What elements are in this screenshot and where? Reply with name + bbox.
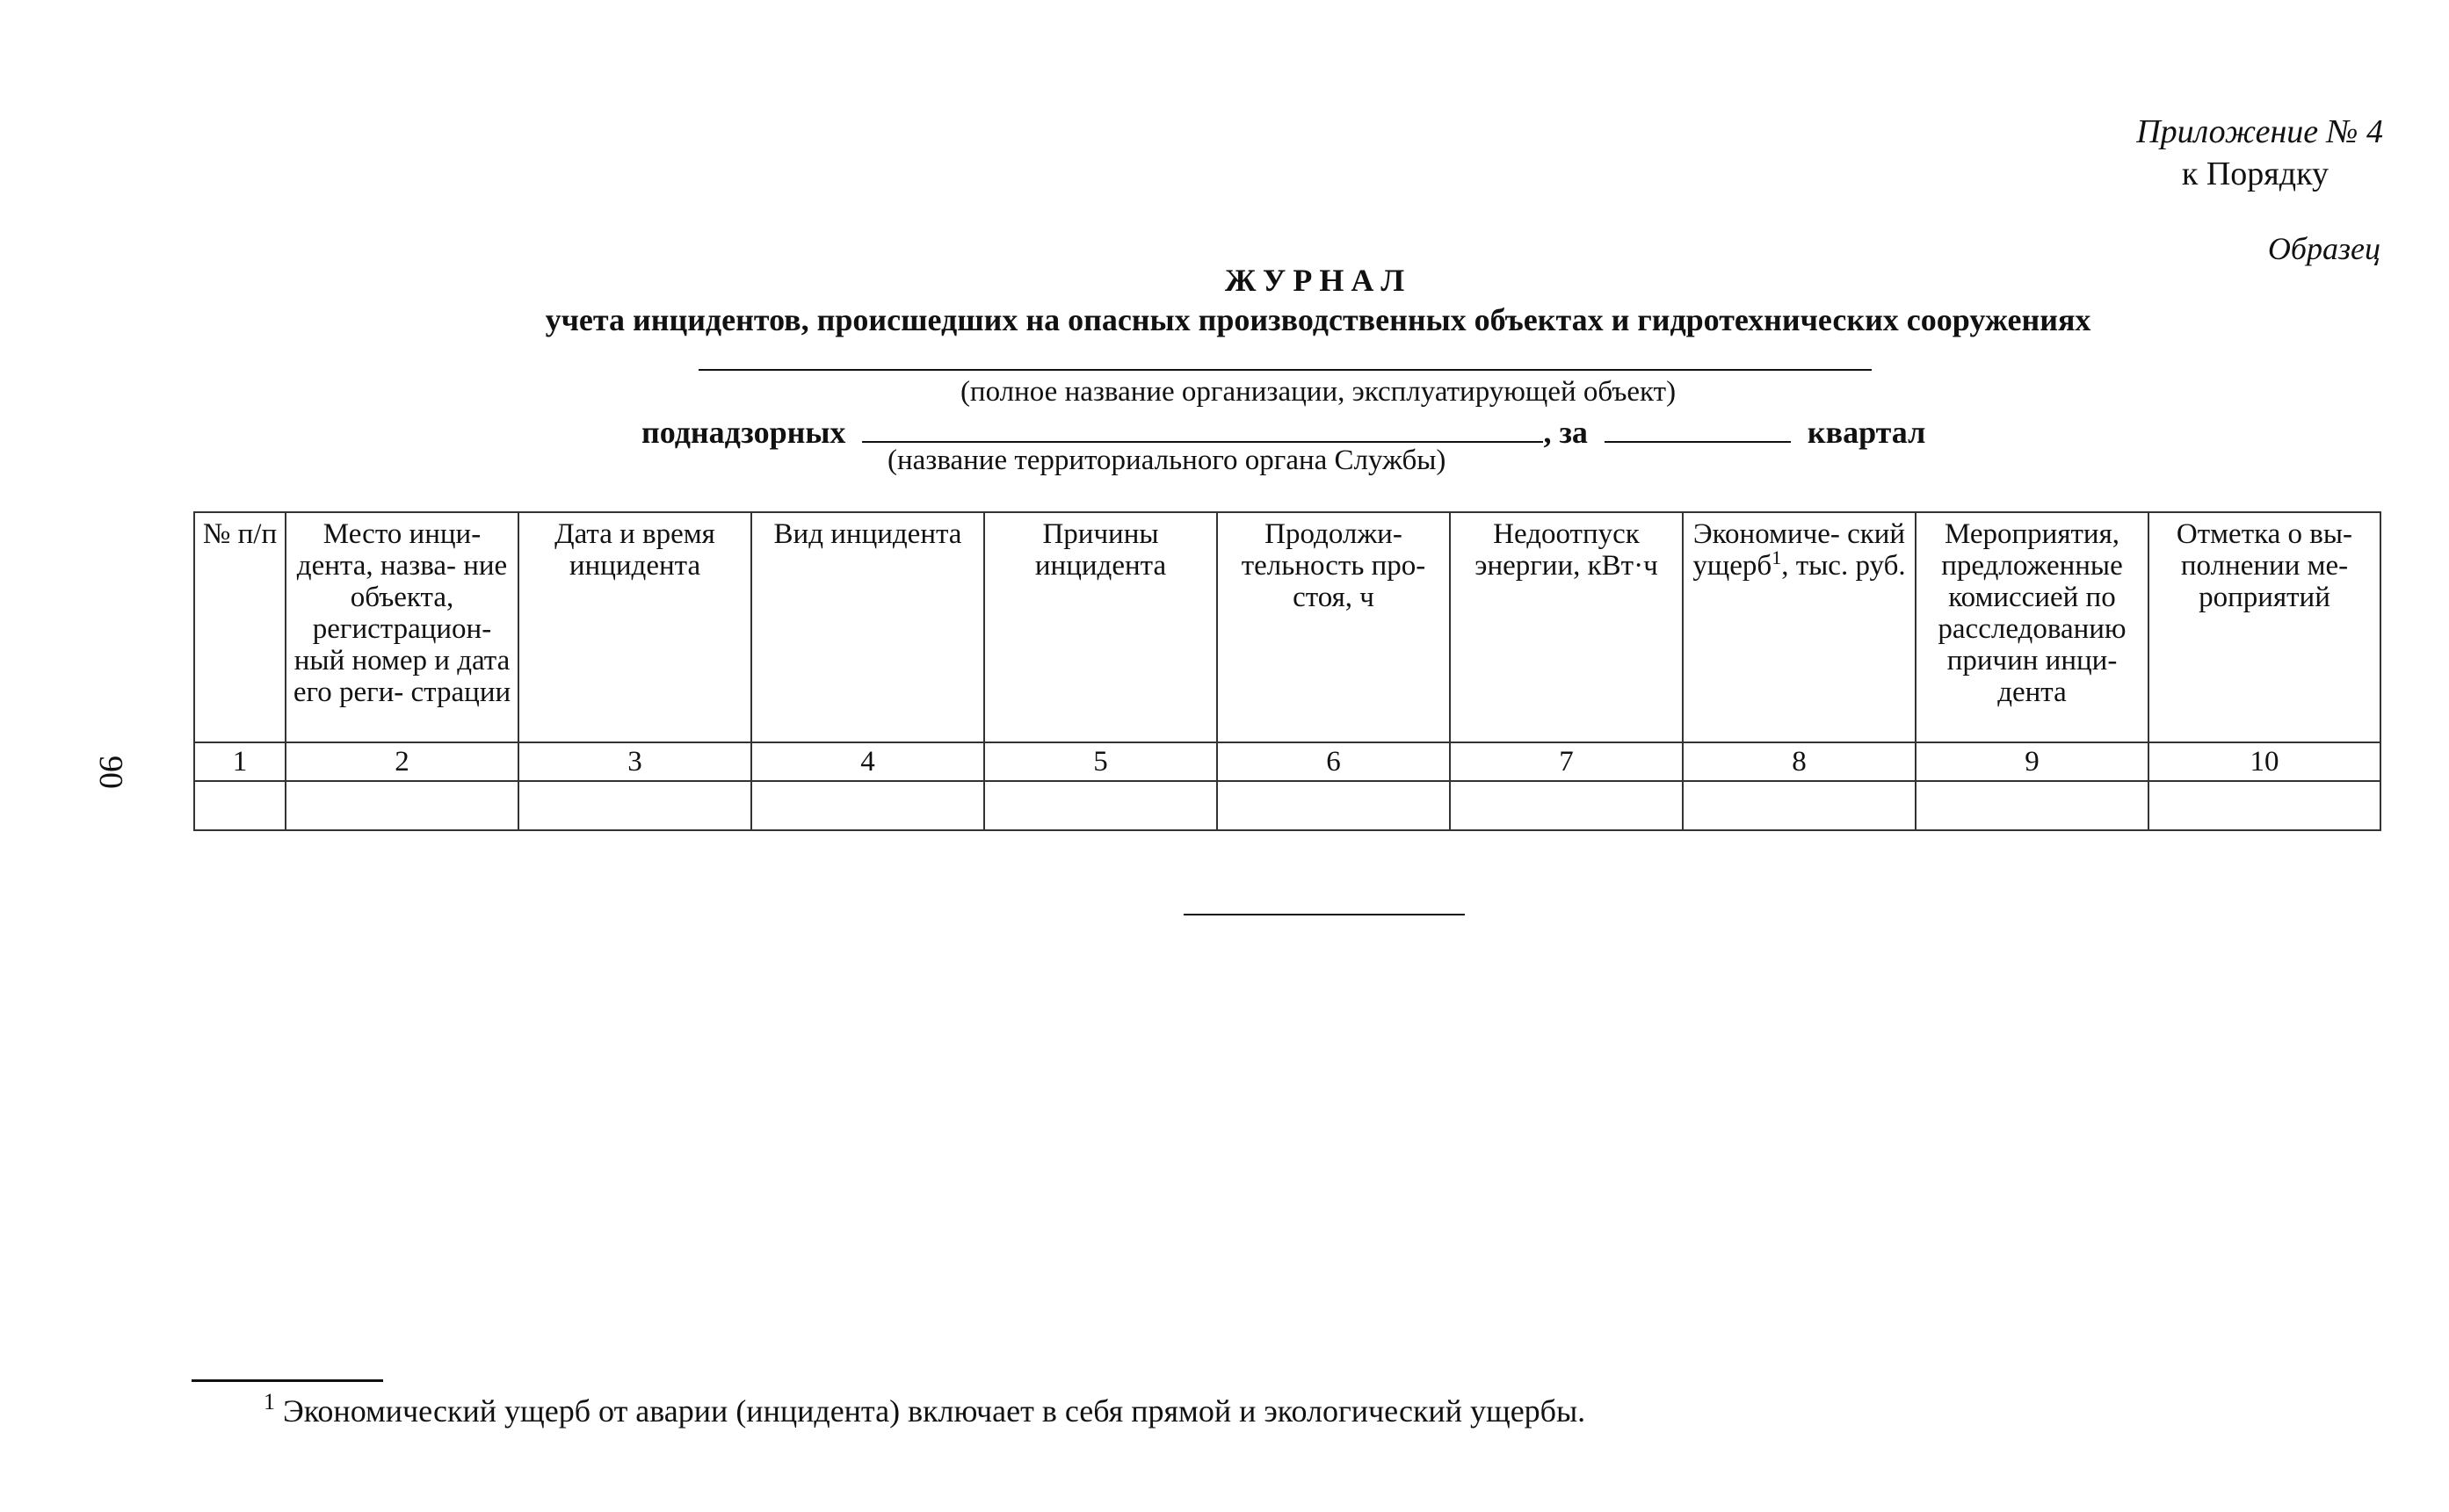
header-location: Место инци- дента, назва- ние объекта, регистрацион- ный номер и дата его реги- страции bbox=[286, 512, 518, 742]
header-datetime: Дата и время инцидента bbox=[518, 512, 751, 742]
incident-journal-table bbox=[193, 511, 2381, 831]
column-number: 5 bbox=[984, 742, 1217, 781]
header-economic-damage bbox=[1683, 512, 1916, 742]
territory-field[interactable] bbox=[862, 413, 1543, 443]
footnote-text: Экономический ущерб от аварии (инцидента) включает в себя прямой и экологический ущербы. bbox=[283, 1393, 1586, 1429]
column-number: 10 bbox=[2148, 742, 2380, 781]
for-label: , за bbox=[1543, 415, 1588, 450]
table-cell[interactable] bbox=[2148, 781, 2380, 830]
table-cell[interactable] bbox=[1450, 781, 1683, 830]
table-cell[interactable] bbox=[286, 781, 518, 830]
appendix-title: Приложение № 4 bbox=[2136, 113, 2383, 150]
column-number: 9 bbox=[1916, 742, 2148, 781]
header-causes: Причины инцидента bbox=[984, 512, 1217, 742]
journal-subtitle: учета инцидентов, происшедших на опасных производственных объектах и гидротехнических сооружениях bbox=[545, 302, 2091, 337]
territory-caption: (название территориального органа Службы) bbox=[888, 445, 1446, 476]
header-type: Вид инцидента bbox=[751, 512, 984, 742]
column-number: 7 bbox=[1450, 742, 1683, 781]
table-cell[interactable] bbox=[518, 781, 751, 830]
sample-label: Образец bbox=[2267, 231, 2380, 266]
footnote-number: 1 bbox=[264, 1389, 275, 1414]
end-divider bbox=[1184, 914, 1465, 915]
header-measures: Мероприятия, предложенные комиссией по расследованию причин инци- дента bbox=[1916, 512, 2148, 742]
column-number: 8 bbox=[1683, 742, 1916, 781]
header-economic-damage-text: Экономиче- ский ущерб bbox=[1692, 518, 1906, 582]
header-downtime: Продолжи- тельность про- стоя, ч bbox=[1217, 512, 1450, 742]
table-row-empty bbox=[194, 781, 2380, 830]
column-number: 1 bbox=[194, 742, 286, 781]
footnote-divider bbox=[192, 1379, 383, 1382]
supervised-label: поднадзорных bbox=[641, 415, 846, 450]
table-cell[interactable] bbox=[1683, 781, 1916, 830]
header-energy-shortfall: Недоотпуск энергии, кВт·ч bbox=[1450, 512, 1683, 742]
column-numbers-row bbox=[194, 742, 2380, 781]
table-cell[interactable] bbox=[1217, 781, 1450, 830]
organization-name-field[interactable] bbox=[699, 369, 1872, 371]
footnote-marker: 1 bbox=[1772, 546, 1782, 568]
table-cell[interactable] bbox=[194, 781, 286, 830]
quarter-field[interactable] bbox=[1605, 413, 1791, 443]
column-number: 3 bbox=[518, 742, 751, 781]
journal-title: ЖУРНАЛ bbox=[1224, 263, 1412, 298]
quarter-label: квартал bbox=[1807, 415, 1926, 450]
organization-caption: (полное название организации, эксплуатирующей объект) bbox=[960, 376, 1677, 408]
column-number: 6 bbox=[1217, 742, 1450, 781]
table-cell[interactable] bbox=[984, 781, 1217, 830]
column-number: 2 bbox=[286, 742, 518, 781]
header-economic-damage-unit: , тыс. руб. bbox=[1781, 550, 1906, 582]
footnote bbox=[264, 1389, 1586, 1429]
header-completion-mark: Отметка о вы- полнении ме- роприятий bbox=[2148, 512, 2380, 742]
table-cell[interactable] bbox=[1916, 781, 2148, 830]
table-header-row bbox=[194, 512, 2380, 742]
header-number: № п/п bbox=[194, 512, 286, 742]
appendix-subtitle: к Порядку bbox=[2181, 156, 2329, 192]
table-cell[interactable] bbox=[751, 781, 984, 830]
page-number: 90 bbox=[92, 756, 129, 789]
column-number: 4 bbox=[751, 742, 984, 781]
